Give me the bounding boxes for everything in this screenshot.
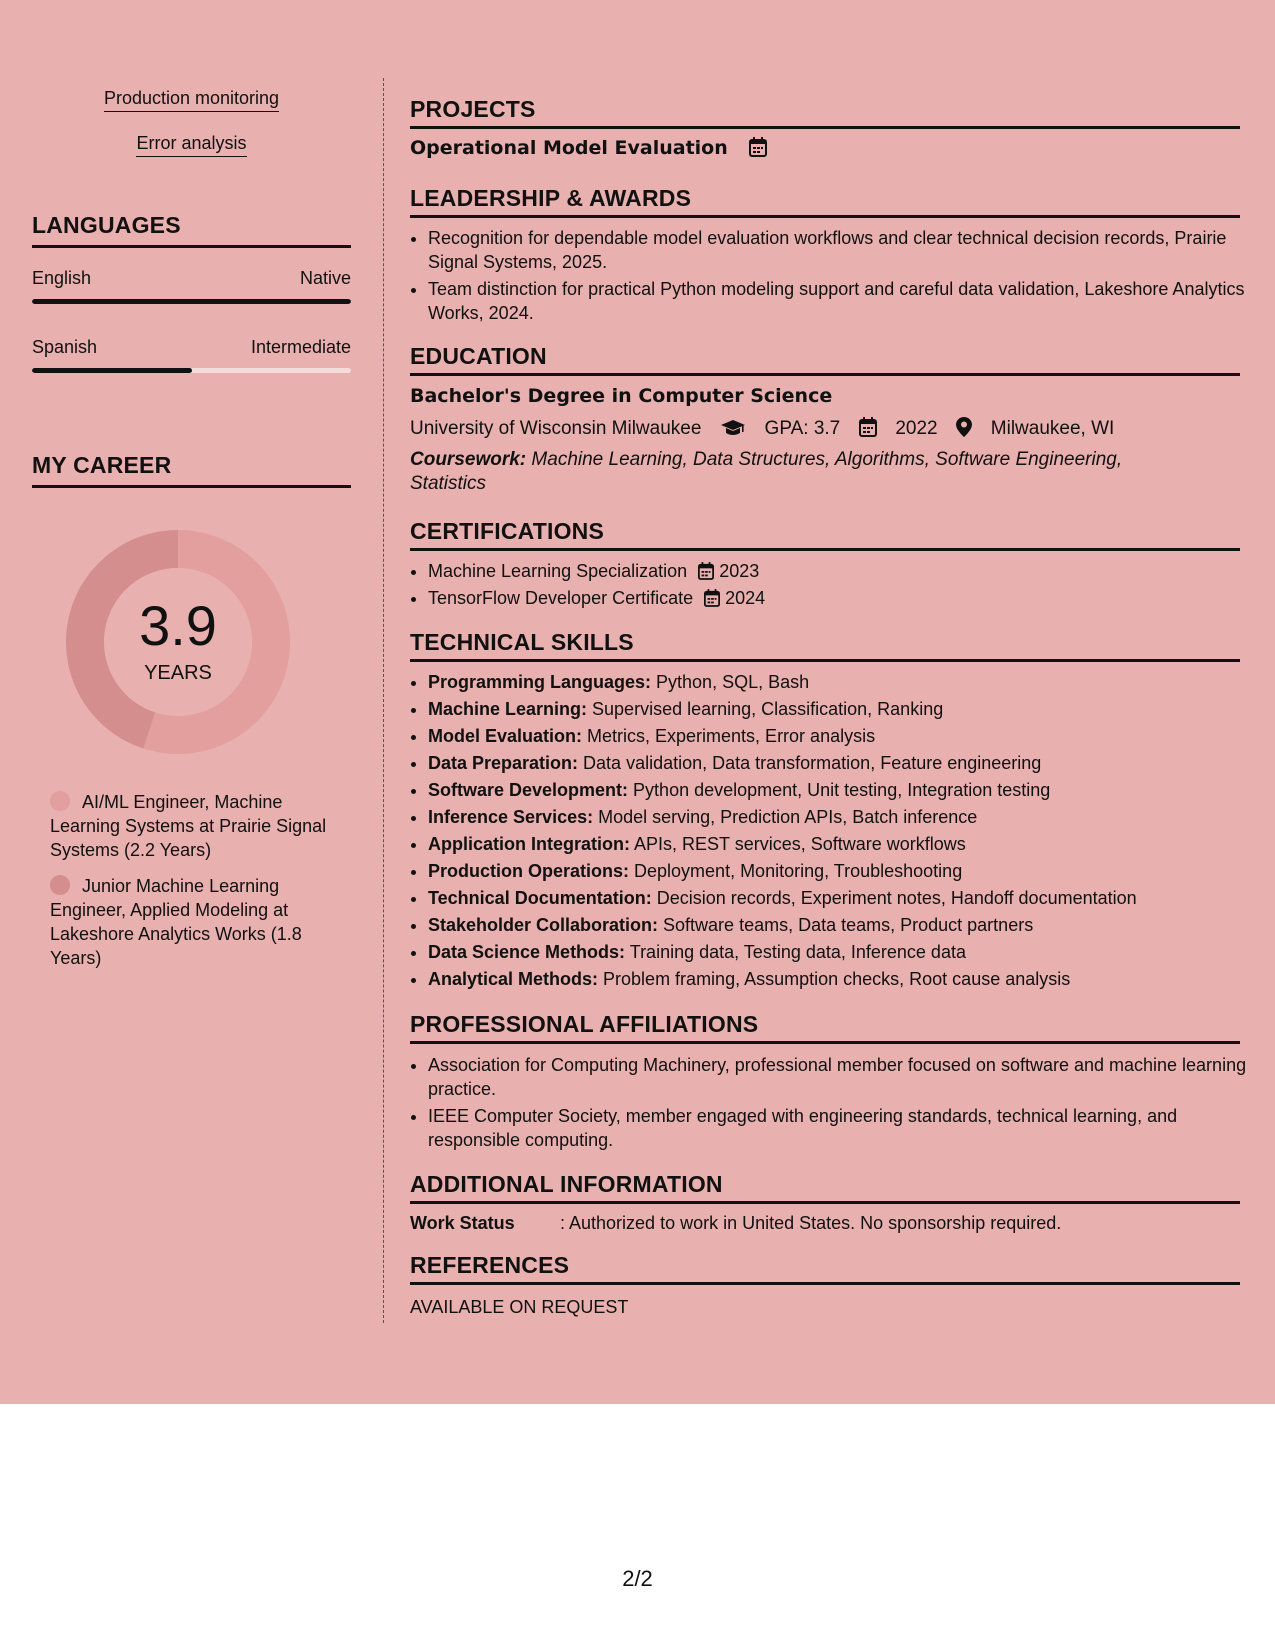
affiliations-list [410,1053,1248,1152]
coursework-list: Machine Learning, Data Structures, Algorithms, Software Engineering, Statistics [410,449,1123,494]
skill-values: Model serving, Prediction APIs, Batch inference [593,807,978,827]
language-level: Intermediate [250,337,351,357]
career-heading: MY CAREER [32,452,351,488]
graduation-cap-icon [720,419,746,437]
work-status-row [410,1213,1240,1234]
skill-values: Python, SQL, Bash [651,672,810,692]
affiliations-heading: PROFESSIONAL AFFILIATIONS [410,1011,1240,1044]
skill-item [428,886,1248,910]
career-role-label: AI/ML Engineer, Machine Learning Systems at Prairie Signal Systems (2.2 Years) [50,792,327,860]
column-divider [383,78,384,1323]
project-name: Operational Model Evaluation [410,137,728,159]
career-total-value: 3.9 [139,594,217,657]
skill-item [428,724,1248,748]
skill-item [428,751,1248,775]
legend-dot-icon [50,875,70,895]
certification-year: 2024 [725,588,766,608]
calendar-icon [698,562,714,580]
coursework-label: Coursework: [410,449,527,470]
page-number: 2/2 [622,1566,653,1591]
degree-title: Bachelor's Degree in Computer Science [410,385,833,407]
language-bar-fill [32,299,351,304]
language-bar-fill [32,368,192,373]
skill-item [428,670,1248,694]
skill-values: Python development, Unit testing, Integration testing [628,780,1051,800]
education-details [410,417,1240,440]
language-bar-english [32,299,351,304]
skill-values: Supervised learning, Classification, Ranking [587,699,944,719]
skill-item [428,940,1248,964]
list-item: • IEEE Computer Society, member engaged with engineering standards, technical learning, and responsible computing. [428,1104,1248,1152]
skill-item [428,859,1248,883]
additional-info-heading: ADDITIONAL INFORMATION [410,1171,1240,1204]
skill-tag-label: Production monitoring [104,88,279,112]
certifications-list [410,559,1248,610]
skill-category: Stakeholder Collaboration: [428,915,659,935]
map-pin-icon [956,417,972,437]
skill-category: Inference Services: [428,807,594,827]
skill-category: Software Development: [428,780,629,800]
skill-category: Data Preparation: [428,753,579,773]
career-legend-item [50,790,340,862]
skill-item [428,967,1248,991]
project-item [410,137,1240,159]
career-legend-item [50,874,340,970]
skill-tag-production-monitoring [32,88,351,112]
skill-category: Technical Documentation: [428,888,652,908]
skills-list [410,670,1248,994]
calendar-icon [749,137,767,157]
skill-item [428,778,1248,802]
skill-values: Metrics, Experiments, Error analysis [582,726,876,746]
projects-heading: PROJECTS [410,96,1240,129]
skill-values: Training data, Testing data, Inference data [625,942,966,962]
legend-dot-icon [50,791,70,811]
awards-list [410,226,1248,325]
language-row-english [32,268,351,289]
graduation-year: 2022 [895,418,938,439]
skill-tag-error-analysis [32,133,351,157]
language-name: English [32,268,92,288]
skill-values: Decision records, Experiment notes, Handoff documentation [651,888,1137,908]
list-item: • Team distinction for practical Python modeling support and careful data validation, Lakeshore Analytics Works, 2024. [428,277,1248,325]
references-heading: REFERENCES [410,1252,1240,1285]
gpa: GPA: 3.7 [764,418,841,439]
career-donut-chart [66,530,290,754]
skill-values: Data validation, Data transformation, Feature engineering [578,753,1042,773]
language-name: Spanish [32,337,98,357]
skill-values: Deployment, Monitoring, Troubleshooting [629,861,963,881]
references-text: AVAILABLE ON REQUEST [410,1297,629,1317]
certification-name: TensorFlow Developer Certificate [428,588,694,608]
skill-item [428,805,1248,829]
skill-category: Application Integration: [428,834,630,854]
school-location: Milwaukee, WI [990,418,1115,439]
certifications-heading: CERTIFICATIONS [410,518,1240,551]
calendar-icon [859,417,877,437]
skill-category: Machine Learning: [428,699,588,719]
list-item: • Recognition for dependable model evaluation workflows and clear technical decision records, Prairie Signal Systems, 2025. [428,226,1248,274]
skill-tag-label: Error analysis [136,133,246,157]
skill-category: Model Evaluation: [428,726,583,746]
work-status-label: Work Status [410,1213,515,1233]
language-bar-spanish [32,368,351,373]
career-role-label: Junior Machine Learning Engineer, Applied Modeling at Lakeshore Analytics Works (1.8 Years) [50,876,302,968]
skill-category: Data Science Methods: [428,942,626,962]
language-level: Native [299,268,351,288]
career-legend [50,790,340,982]
awards-heading: LEADERSHIP & AWARDS [410,185,1240,218]
coursework [410,448,1190,496]
skill-item [428,913,1248,937]
skills-heading: TECHNICAL SKILLS [410,629,1240,662]
languages-heading: LANGUAGES [32,212,351,248]
skill-values: Software teams, Data teams, Product partners [658,915,1034,935]
language-row-spanish [32,337,351,358]
list-item [428,559,1248,583]
list-item: • Association for Computing Machinery, professional member focused on software and machine learning practice. [428,1053,1248,1101]
skill-item [428,697,1248,721]
work-status-value: : Authorized to work in United States. No sponsorship required. [560,1213,1062,1233]
skill-item [428,832,1248,856]
list-item [428,586,1248,610]
skill-values: Problem framing, Assumption checks, Root cause analysis [598,969,1071,989]
career-total-unit: YEARS [144,662,212,684]
skill-category: Programming Languages: [428,672,652,692]
skill-category: Production Operations: [428,861,630,881]
school-name: University of Wisconsin Milwaukee [410,418,702,439]
certification-year: 2023 [719,561,760,581]
skill-category: Analytical Methods: [428,969,599,989]
certification-name: Machine Learning Specialization [428,561,688,581]
education-heading: EDUCATION [410,343,1240,376]
skill-values: APIs, REST services, Software workflows [630,834,966,854]
calendar-icon [704,589,720,607]
